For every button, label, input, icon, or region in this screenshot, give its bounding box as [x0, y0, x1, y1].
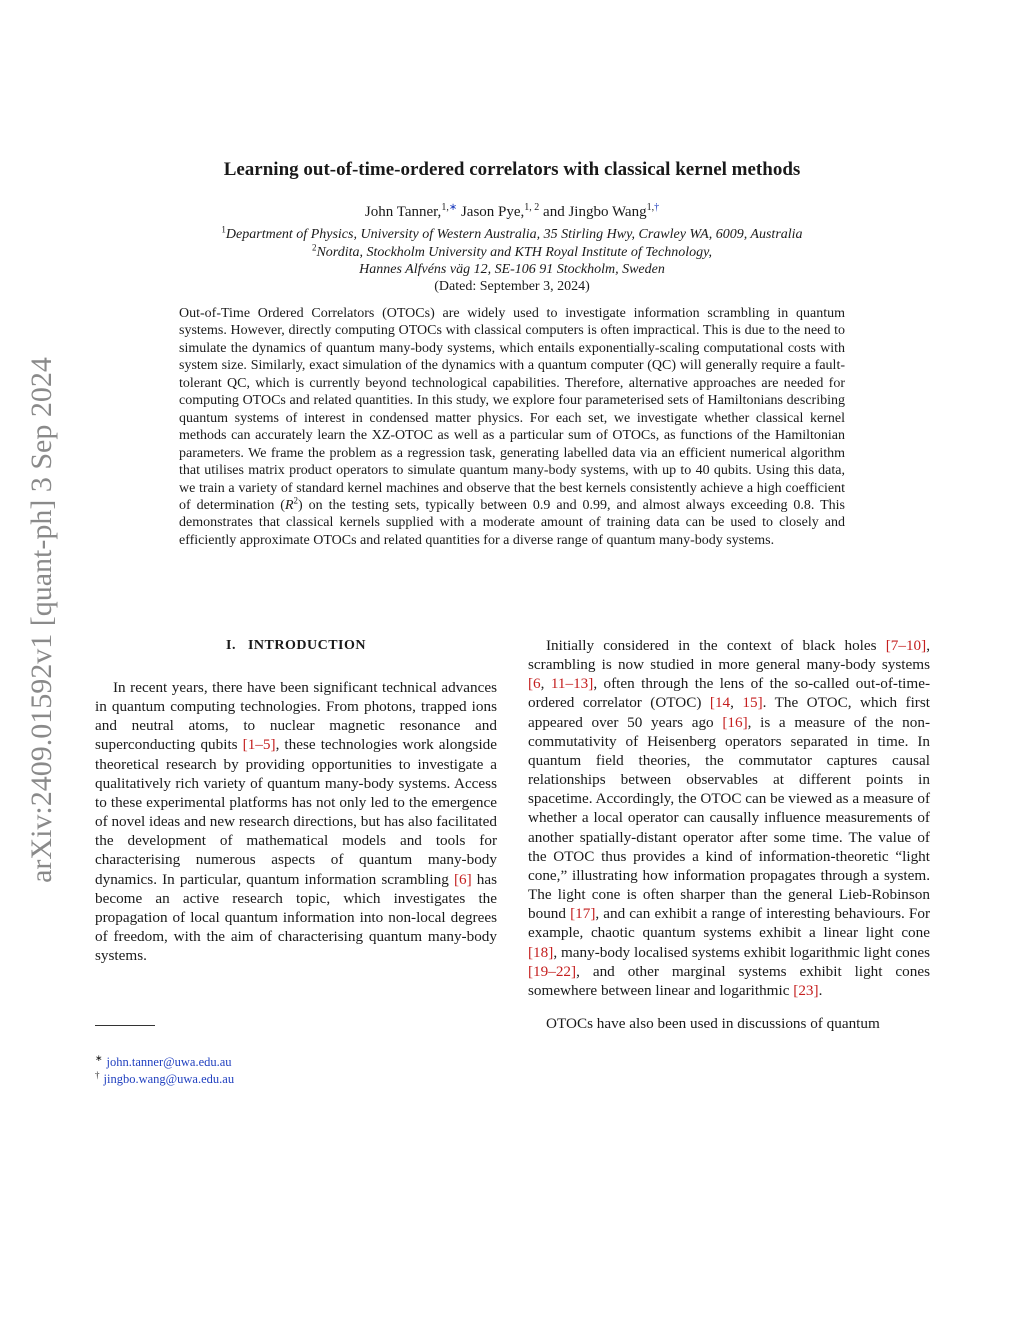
- paragraph: Initially considered in the context of black holes [7–10], scrambling is now studied in more general many-body systems [6, 11–13], often through the lens of the so-called out-of-time-ordered correlator (OTOC) [14, 15]. The OTOC, which first appeared over 50 years ago [16], is a measure of the non-commutativity of Heisenberg operators separated in time. In quantum field theories, the commutator captures causal relationships between observables at different points in spacetime. Accordingly, the OTOC can be viewed as a measure of whether a local operator can causally influence measurements of another spatially-distant operator after some time. The value of the OTOC thus provides a kind of information-theoretic “light cone,” illustrating how information propagates through a system. The light cone is often sharper than the general Lieb-Robinson bound [17], and can exhibit a range of interesting behaviours. For example, chaotic quantum systems exhibit a linear light cone [18], many-body localised systems exhibit logarithmic light cones [19–22], and other marginal systems exhibit light cones somewhere between linear and logarithmic [23].: [528, 637, 931, 999]
- citation-link[interactable]: 11–13]: [550, 675, 594, 693]
- citation-link[interactable]: [6: [528, 675, 541, 693]
- left-column: [95, 678, 497, 965]
- citation-link[interactable]: [14: [709, 694, 731, 712]
- affiliation-2: $^2$Nordita, Stockholm University and KTH Royal Institute of Technology,: [311, 241, 713, 260]
- footnote-1: ∗ john.tanner@uwa.edu.au: [95, 1052, 232, 1069]
- citation-link[interactable]: [1–5]: [242, 736, 276, 754]
- author-name: Jason Pye,: [460, 204, 525, 220]
- author-name: Jingbo Wang: [568, 204, 647, 220]
- citation-link[interactable]: [18]: [528, 943, 554, 961]
- right-column: [528, 636, 930, 1033]
- affiliation-marker: 1,∗: [441, 202, 458, 213]
- citation-link[interactable]: [17]: [570, 905, 596, 923]
- paragraph: OTOCs have also been used in discussions of quantum: [546, 1014, 880, 1032]
- author-conjunction: and: [543, 204, 565, 220]
- date-line: (Dated: September 3, 2024): [434, 279, 590, 294]
- citation-link[interactable]: [16]: [722, 713, 748, 731]
- section-heading: I. INTRODUCTION: [226, 638, 366, 653]
- email-link[interactable]: john.tanner@uwa.edu.au: [106, 1055, 232, 1069]
- affiliation-marker: 1,†: [646, 202, 660, 213]
- arxiv-identifier-stamp[interactable]: arXiv:2409.01592v1 [quant-ph] 3 Sep 2024: [25, 357, 58, 883]
- affiliation-1: $^1$Department of Physics, University of Western Australia, 35 Stirling Hwy, Crawley WA, 6009, Australia: [221, 224, 803, 242]
- footnote-divider: [95, 1025, 155, 1026]
- footnote-2: † jingbo.wang@uwa.edu.au: [95, 1069, 235, 1086]
- citation-link[interactable]: [19–22]: [528, 962, 577, 980]
- affiliation-2-address: Hannes Alfvéns väg 12, SE-106 91 Stockholm, Sweden: [359, 262, 665, 277]
- paragraph: In recent years, there have been significant technical advances in quantum computing technologies. From photons, trapped ions and neutral atoms, to nuclear magnetic resonance and superconducting qubits [1–5], these technologies work alongside theoretical research by providing opportunities to investigate a qualitatively rich variety of quantum many-body systems. Access to these experimental platforms has not only led to the emergence of novel ideas and new research directions, but has also facilitated the development of mathematical models and tools for characterising numerous aspects of quantum many-body dynamics. In particular, quantum information scrambling [6] has become an active research topic, which investigates the propagation of local quantum information into non-local degrees of freedom, with the aim of characterising quantum many-body systems.: [95, 679, 498, 965]
- footnotes: [95, 1054, 495, 1088]
- citation-link[interactable]: 15]: [742, 694, 763, 712]
- author-name: John Tanner,: [364, 204, 442, 220]
- citation-link[interactable]: [7–10]: [885, 637, 927, 654]
- citation-link[interactable]: [23]: [793, 981, 819, 999]
- footnote-link[interactable]: †: [654, 202, 660, 213]
- paper-title: Learning out-of-time-ordered correlators with classical kernel methods: [223, 159, 801, 180]
- affiliation-marker: 1, 2: [524, 202, 540, 213]
- affiliations: [100, 226, 924, 279]
- abstract: Out-of-Time Ordered Correlators (OTOCs) are widely used to investigate information scrambling in quantum systems. However, directly computing OTOCs with classical computers is often impractical. This is due to the need to simulate the dynamics of quantum many-body systems, which entails exponentially-scaling computational costs with system size. Similarly, exact simulation of the dynamics with a quantum computer (QC) will generally require a fault-tolerant QC, which is currently beyond technological capabilities. Therefore, alternative approaches are needed for computing OTOCs and related quantities. In this study, we explore four parameterised sets of Hamiltonians describing quantum systems of interest in condensed matter physics. For each set, we investigate whether classical kernel methods can accurately learn the XZ-OTOC as well as a particular sum of OTOCs, as functions of the Hamiltonian parameters. We frame the problem as a regression task, generating labelled data via an efficient numerical algorithm that utilises matrix product operators to simulate quantum many-body systems, with up to 40 qubits. Using this data, we train a variety of standard kernel machines and observe that the best kernels consistently achieve a high coefficient of determination $(R^2)$ on the testing sets, typically between 0.9 and 0.99, and almost always exceeding 0.8. This demonstrates that classical kernels supplied with a moderate amount of training data can be used to closely and efficiently approximate OTOCs and related quantities for a diverse range of quantum many-body systems.: [179, 306, 846, 548]
- footnote-link[interactable]: ∗: [448, 202, 458, 213]
- citation-link[interactable]: [6]: [453, 870, 472, 888]
- email-link[interactable]: jingbo.wang@uwa.edu.au: [103, 1072, 235, 1086]
- author-list: [100, 202, 924, 222]
